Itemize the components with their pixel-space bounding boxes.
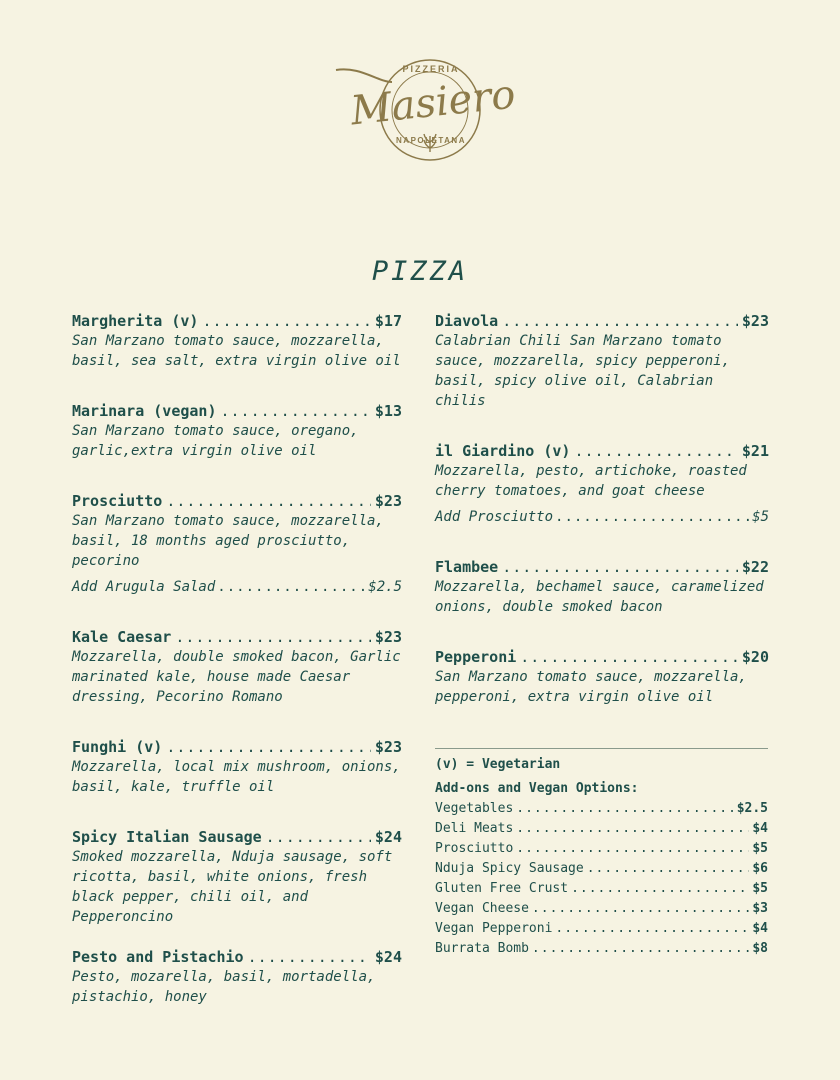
menu-item-price: $23	[374, 628, 402, 646]
menu-item-name: Marinara (vegan)	[72, 402, 217, 420]
menu-item-header	[435, 441, 769, 461]
option-row	[435, 899, 768, 919]
menu-item-description: Pesto, mozarella, basil, mortadella, pistachio, honey	[72, 969, 376, 1005]
pizzeria-logo	[330, 52, 518, 172]
menu-item-price: $24	[374, 828, 402, 846]
option-label: Vegetables	[435, 801, 514, 816]
menu-item-description: Mozzarella, double smoked bacon, Garlic marinated kale, house made Caesar dressing, Pecorino Romano	[72, 649, 401, 705]
leader-dots	[502, 557, 738, 577]
option-price: $2.5	[736, 801, 768, 816]
logo-top-text: PIZZERIA	[402, 64, 460, 74]
options-title: Add-ons and Vegan Options:	[435, 781, 639, 796]
leader-dots	[555, 919, 749, 939]
logo-bottom-text: NAPOLETANA	[396, 136, 466, 145]
menu-item	[435, 311, 769, 411]
leader-dots	[532, 899, 749, 919]
menu-item	[435, 647, 769, 707]
option-price: $5	[752, 881, 768, 896]
menu-item-description: San Marzano tomato sauce, mozzarella, pepperoni, extra virgin olive oil	[435, 669, 747, 705]
menu-item	[72, 827, 402, 927]
option-label: Nduja Spicy Sausage	[435, 861, 584, 876]
legend-box	[435, 748, 768, 959]
option-price: $3	[752, 901, 768, 916]
leader-dots	[166, 491, 371, 511]
leader-dots	[516, 839, 749, 859]
menu-item-price: $17	[374, 312, 402, 330]
menu-item	[72, 737, 402, 797]
vegetarian-note: (v) = Vegetarian	[435, 757, 561, 772]
menu-item-header	[435, 311, 769, 331]
leader-dots	[571, 879, 749, 899]
addon-price: $5	[752, 509, 769, 525]
option-label: Prosciutto	[435, 841, 514, 856]
menu-item-name: Pepperoni	[435, 648, 517, 666]
option-row	[435, 839, 768, 859]
menu-item-header	[72, 827, 402, 847]
menu-item-name: Spicy Italian Sausage	[72, 828, 262, 846]
menu-item-price: $21	[741, 442, 769, 460]
menu-item-header	[72, 401, 402, 421]
menu-item-price: $23	[374, 492, 402, 510]
option-row	[435, 799, 768, 819]
addon-label: Add Arugula Salad	[72, 579, 216, 595]
menu-item	[72, 401, 402, 461]
option-label: Burrata Bomb	[435, 941, 529, 956]
option-row	[435, 859, 768, 879]
leader-dots	[217, 577, 366, 597]
menu-item-price: $22	[741, 558, 769, 576]
leader-dots	[175, 627, 371, 647]
menu-item-description: San Marzano tomato sauce, mozzarella, basil, sea salt, extra virgin olive oil	[72, 333, 401, 369]
option-label: Deli Meats	[435, 821, 514, 836]
option-row	[435, 919, 768, 939]
menu-item-description: San Marzano tomato sauce, oregano, garlic,extra virgin olive oil	[72, 423, 359, 459]
leader-dots	[221, 401, 371, 421]
option-price: $4	[752, 821, 768, 836]
leader-dots	[266, 827, 371, 847]
menu-item-description: San Marzano tomato sauce, mozzarella, basil, 18 months aged prosciutto, pecorino	[72, 513, 384, 569]
menu-item-name: Margherita (v)	[72, 312, 199, 330]
menu-section-title: PIZZA	[371, 256, 469, 287]
leader-dots	[516, 819, 749, 839]
leader-dots	[516, 799, 733, 819]
menu-item-price: $23	[374, 738, 402, 756]
menu-item-description: Mozzarella, pesto, artichoke, roasted cherry tomatoes, and goat cheese	[435, 463, 747, 499]
legend-divider	[435, 748, 768, 749]
menu-item	[435, 441, 769, 527]
menu-item-name: Funghi (v)	[72, 738, 163, 756]
leader-dots	[532, 939, 749, 959]
menu-item-description: Smoked mozzarella, Nduja sausage, soft ricotta, basil, white onions, fresh black pepper, chili oil, and Pepperoncino	[72, 849, 393, 925]
menu-item-price: $24	[374, 948, 402, 966]
menu-item	[72, 627, 402, 707]
option-row	[435, 879, 768, 899]
menu-item-name: Pesto and Pistachio	[72, 948, 244, 966]
menu-item-price: $20	[741, 648, 769, 666]
menu-item-header	[72, 491, 402, 511]
option-price: $6	[752, 861, 768, 876]
leader-dots	[502, 311, 738, 331]
left-menu-column	[72, 311, 402, 1007]
menu-item-price: $13	[374, 402, 402, 420]
menu-item-header	[72, 737, 402, 757]
options-list	[435, 799, 768, 959]
menu-item-name: Kale Caesar	[72, 628, 172, 646]
menu-item-header	[435, 557, 769, 577]
menu-item-addon	[72, 577, 402, 597]
addon-price: $2.5	[368, 579, 402, 595]
menu-item-name: il Giardino (v)	[435, 442, 571, 460]
menu-item	[72, 491, 402, 597]
menu-item	[72, 311, 402, 371]
option-price: $8	[752, 941, 768, 956]
leader-dots	[587, 859, 750, 879]
menu-item-header	[72, 947, 402, 967]
menu-item-name: Flambee	[435, 558, 499, 576]
option-label: Vegan Pepperoni	[435, 921, 553, 936]
addon-label: Add Prosciutto	[435, 509, 554, 525]
right-menu-column	[435, 311, 769, 707]
leader-dots	[555, 507, 750, 527]
leader-dots	[574, 441, 737, 461]
option-price: $4	[752, 921, 768, 936]
option-label: Gluten Free Crust	[435, 881, 569, 896]
menu-item	[72, 947, 402, 1007]
leader-dots	[520, 647, 738, 667]
menu-item-description: Calabrian Chili San Marzano tomato sauce, mozzarella, spicy pepperoni, basil, spicy olive oil, Calabrian chilis	[435, 333, 731, 409]
menu-item-name: Prosciutto	[72, 492, 163, 510]
leader-dots	[166, 737, 371, 757]
logo-script-text: Masiero	[348, 71, 518, 135]
menu-item-header	[435, 647, 769, 667]
option-row	[435, 819, 768, 839]
option-row	[435, 939, 768, 959]
menu-item-header	[72, 311, 402, 331]
menu-item-addon	[435, 507, 769, 527]
menu-item-header	[72, 627, 402, 647]
menu-item-name: Diavola	[435, 312, 499, 330]
menu-item	[435, 557, 769, 617]
menu-item-price: $23	[741, 312, 769, 330]
leader-dots	[248, 947, 371, 967]
leader-dots	[202, 311, 370, 331]
option-label: Vegan Cheese	[435, 901, 529, 916]
option-price: $5	[752, 841, 768, 856]
menu-item-description: Mozzarella, bechamel sauce, caramelized onions, double smoked bacon	[435, 579, 764, 615]
menu-item-description: Mozzarella, local mix mushroom, onions, basil, kale, truffle oil	[72, 759, 401, 795]
